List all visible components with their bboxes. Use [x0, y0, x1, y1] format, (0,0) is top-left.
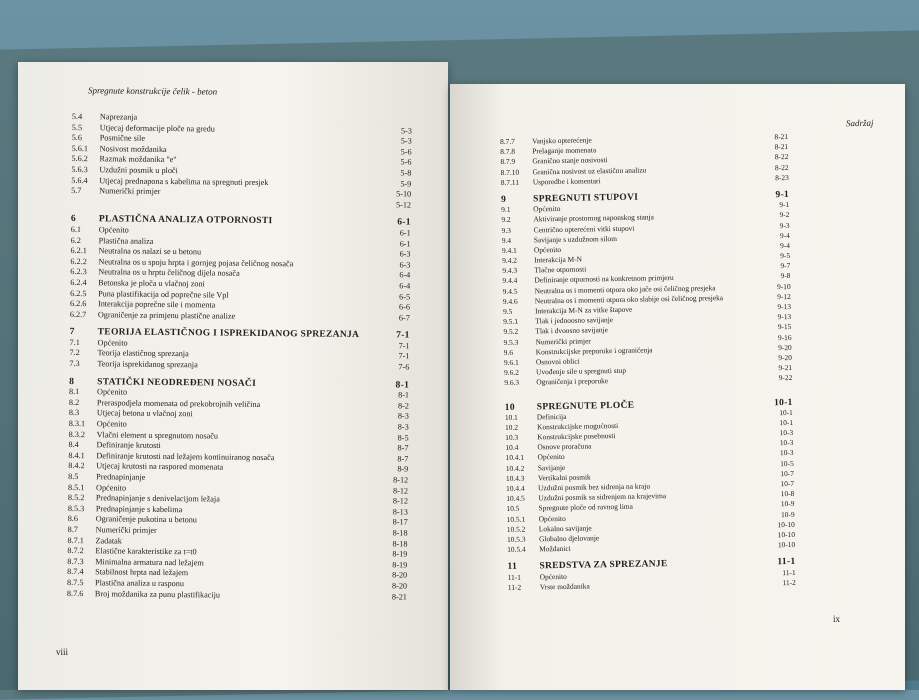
toc-number: 11-2 [507, 582, 522, 592]
toc-title: Uzdužni posmik u ploči [99, 165, 178, 176]
toc-title: Utjecaj betona u vlačnoj zoni [96, 408, 193, 419]
toc-title: Elastične karakteristike za t=t0 [95, 546, 197, 557]
toc-title: Granična nosivost uz elastičnu analizu [532, 165, 647, 176]
toc-title: Uvođenje sile u spregnuti stup [536, 365, 627, 377]
toc-title: SPREGNUTE PLOČE [536, 400, 635, 412]
toc-title: Ograničenje pukotina u betonu [95, 514, 197, 525]
toc-number: 8.1 [69, 387, 80, 397]
toc-page: 9-4 [779, 240, 791, 251]
toc-number: 8.7 [67, 524, 78, 535]
toc-number: 8.3.2 [68, 429, 86, 439]
toc-number: 7.2 [69, 348, 80, 358]
toc-page: 11-1 [777, 557, 796, 568]
toc-title: Neutralna os u hrptu čeličnog dijela nosača [98, 267, 240, 279]
toc-number: 9.1 [501, 204, 511, 215]
toc-number: 9.6.2 [504, 367, 519, 378]
toc-title: Teorija elastičnog sprezanja [97, 348, 189, 359]
toc-title: Definiranje krutosti [96, 440, 161, 451]
toc-title: Numerički primjer [95, 525, 157, 535]
toc-number: 8.4.2 [68, 461, 85, 471]
toc-page: 8-22 [774, 152, 789, 162]
toc-page: 8-17 [392, 517, 408, 527]
toc-title: Konstrukcijske preporuke i ograničenja [535, 345, 653, 357]
toc-title: Granično stanje nosivosti [532, 155, 608, 166]
toc-title: Savijanje s uzdužnom silom [533, 233, 618, 245]
toc-title: Vanjsko opterećenje [531, 135, 592, 146]
toc-page: 11-2 [782, 577, 796, 587]
toc-number: 7.1 [69, 337, 80, 347]
toc-page: 8-20 [391, 581, 408, 591]
toc-number: 10.4 [505, 442, 519, 453]
toc-title: Vlačni element u spregnutom nosaču [96, 429, 219, 441]
toc-number: 8.5 [68, 471, 79, 482]
toc-number: 5.4 [71, 112, 83, 122]
toc-page: 8-5 [397, 433, 409, 443]
toc-title: Uzdužni posmik sa sidrenjem na krajevima [538, 491, 667, 503]
toc-title: Općenito [97, 338, 128, 348]
toc-title: Plastična analiza u rasponu [95, 578, 185, 589]
toc-title: Tlak i jednoosno savijanje [535, 315, 614, 326]
toc-page [362, 115, 412, 116]
toc-page: 9-2 [779, 210, 790, 220]
toc-page: 8-23 [775, 172, 789, 182]
toc-number: 6.1 [70, 224, 82, 235]
toc-title: Općenito [538, 513, 566, 523]
toc-number: 9.4.2 [502, 255, 518, 266]
toc-page: 6-7 [398, 313, 410, 323]
toc-title: Tlačne otpornosti [534, 264, 587, 275]
toc-page: 9-12 [777, 291, 791, 301]
toc-title: Puna plastifikacija od poprečne sile Vpl [98, 288, 229, 300]
toc-title: Općenito [97, 387, 128, 397]
toc-page: 6-4 [399, 281, 411, 291]
toc-page: 8-12 [393, 475, 409, 485]
toc-title: Prednapinjanje s kabelima [95, 504, 183, 514]
toc-number: 6.2.5 [70, 288, 87, 298]
toc-page: 8-3 [397, 411, 409, 421]
toc-number: 8.6 [67, 514, 79, 524]
toc-title: Općenito [533, 244, 562, 255]
toc-title: Definiranje krutosti nad ležajem kontinuiranog nosača [96, 451, 275, 462]
toc-number: 9.4.3 [502, 265, 518, 276]
toc-title: Preraspodjela momenata od prekobrojnih veličina [96, 398, 261, 409]
toc-title: Utjecaj deformacije ploče na gredu [99, 122, 215, 134]
toc-page: 8-12 [392, 496, 408, 506]
toc-title: Razmak moždanika "e" [99, 154, 177, 165]
toc-number: 9.6 [503, 347, 514, 357]
toc-page: 8-19 [392, 560, 408, 570]
toc-page: 9-22 [778, 373, 793, 383]
toc-number: 8.7.11 [500, 177, 520, 187]
toc-title: Općenito [533, 204, 561, 214]
toc-page: 6-4 [399, 270, 411, 280]
toc-number: 6.2.4 [70, 277, 87, 288]
toc-number: 6 [70, 214, 76, 225]
toc-title: STATIČKI NEODREĐENI NOSAČI [97, 376, 257, 389]
toc-page: 8-21 [774, 142, 789, 152]
toc-title: Općenito [539, 571, 567, 581]
toc-number: 5.6.3 [71, 164, 88, 175]
toc-title: Prednapinjanje [96, 472, 146, 482]
toc-title: Prednapinjanje s denivelacijom ležaja [95, 493, 220, 504]
toc-page: 5-6 [400, 147, 412, 157]
toc-title: Tlak i dvoosno savijanje [535, 325, 608, 336]
toc-number: 9.2 [501, 215, 511, 225]
toc-page: 10-7 [780, 478, 795, 489]
toc-title: Numerički primjer [99, 186, 161, 197]
toc-page: 9-1 [775, 189, 790, 201]
toc-title: Neutralna os nalazi se u betonu [98, 246, 202, 257]
toc-title: Općenito [96, 419, 127, 429]
toc-number: 5.7 [71, 186, 82, 196]
toc-title: SREDSTVA ZA SPREZANJE [539, 559, 668, 572]
toc-number: 8.7.7 [500, 136, 515, 146]
toc-page: 8-21 [774, 131, 789, 142]
toc-number: 9.5.2 [503, 327, 519, 337]
toc-number: 6.2.1 [70, 246, 87, 256]
toc-title: Općenito [98, 225, 129, 235]
toc-title: Općenito [537, 452, 565, 462]
toc-number: 6.2.7 [69, 309, 87, 319]
toc-page: 10-1 [773, 397, 793, 408]
toc-number: 10.4.4 [506, 483, 525, 493]
left-table-of-contents [67, 112, 417, 603]
right-running-head: Sadržaj [845, 117, 874, 129]
toc-page: 8-7 [397, 443, 409, 453]
toc-number: 10.1 [504, 412, 518, 422]
toc-title: Posmične sile [99, 133, 146, 143]
toc-page: 6-6 [399, 302, 411, 312]
toc-number: 7 [69, 327, 75, 338]
toc-page: 10-3 [779, 438, 794, 448]
toc-title: PLASTIČNA ANALIZA OTPORNOSTI [98, 214, 273, 227]
toc-page: 10-10 [777, 540, 796, 550]
toc-page: 9-8 [780, 271, 791, 281]
toc-number: 11-1 [507, 572, 522, 582]
toc-page: 7-1 [396, 330, 410, 341]
toc-number: 8.7.2 [67, 546, 84, 556]
toc-page: 9-13 [777, 312, 792, 322]
toc-page: 10-9 [780, 499, 795, 509]
toc-number: 8.7.4 [67, 567, 84, 577]
toc-number: 5.6.2 [71, 154, 88, 164]
toc-title: Neutralna os i momenti otpora oko jače osi čeličnog presjeka [534, 282, 716, 296]
toc-page: 10-3 [779, 427, 794, 438]
toc-page: 9-3 [779, 220, 790, 230]
toc-number: 9.5 [502, 306, 513, 316]
toc-page: 6-1 [397, 217, 411, 228]
toc-title: Konstrukcijske posebnosti [537, 431, 616, 442]
toc-number: 10.5.1 [506, 514, 526, 524]
toc-page: 8-1 [395, 380, 410, 391]
toc-number: 8.4 [68, 440, 79, 450]
toc-number: 10.5.2 [506, 524, 526, 534]
toc-page: 5-3 [400, 136, 412, 146]
toc-title: Teorija isprekidanog sprezanja [97, 359, 198, 370]
toc-title: Neutralna os u spoju hrpta i gornjeg pojasa čeličnog nosača [98, 257, 294, 269]
toc-page: 7-1 [398, 341, 410, 351]
toc-title: Osnove proračuna [537, 441, 592, 452]
toc-title: Interakcija poprečne sile i momenta [97, 299, 216, 310]
toc-title: TEORIJA ELASTIČNOG I ISPREKIDANOG SPREZANJA [97, 327, 360, 341]
toc-title: Moždanici [539, 543, 571, 554]
toc-page: 6-5 [399, 291, 411, 302]
toc-page: 8-13 [392, 507, 408, 517]
toc-page: 7-1 [398, 351, 410, 362]
toc-number: 8 [69, 376, 75, 387]
toc-number: 8.3 [68, 408, 80, 418]
toc-number: 8.7.5 [67, 577, 84, 588]
toc-title: Centrično opterećeni vitki stupovi [533, 223, 635, 234]
toc-number: 8.4.1 [68, 450, 85, 460]
toc-number: 7.3 [69, 359, 80, 369]
toc-number: 9.5.1 [503, 316, 519, 327]
toc-page: 8-22 [774, 162, 789, 172]
toc-page: 9-21 [778, 363, 793, 373]
toc-page: 10-7 [780, 468, 794, 478]
toc-number: 9.5.3 [503, 337, 519, 347]
toc-title: Spregnute ploče od ravnog lima [538, 502, 633, 513]
toc-page: 10-1 [779, 407, 793, 417]
toc-number: 9.4.1 [501, 245, 517, 255]
toc-number: 6.2.6 [69, 299, 87, 309]
toc-number: 10.2 [504, 422, 519, 432]
toc-page: 8-7 [397, 454, 409, 464]
toc-title: Naprezanja [99, 112, 138, 122]
toc-number: 9 [501, 194, 507, 205]
toc-number: 9.6.1 [503, 357, 519, 367]
toc-title: Stabilnost hrpta nad ležajem [95, 567, 189, 578]
toc-title: Interakcija M-N [534, 254, 583, 265]
right-page-number: ix [833, 614, 841, 624]
toc-number: 8.7.1 [67, 535, 84, 545]
toc-page: 8-9 [397, 464, 409, 474]
toc-title: Minimalna armatura nad ležajem [95, 557, 204, 568]
toc-page: 8-18 [392, 528, 408, 538]
toc-page: 8-12 [392, 485, 409, 496]
toc-title: Definiranje otpornosti na konkretnom primjeru [534, 273, 674, 285]
toc-title: Globalno djelovanje [538, 533, 600, 544]
toc-title: Savijanje [537, 462, 566, 473]
toc-number: 10.3 [505, 432, 519, 443]
toc-title: Plastična analiza [98, 235, 154, 246]
toc-number: 10.5.4 [507, 544, 526, 555]
toc-number: 9.4.6 [502, 296, 518, 306]
toc-page: 9-10 [777, 281, 791, 291]
toc-number: 5.5 [71, 122, 83, 132]
toc-title: Ograničenja i preporuke [536, 376, 609, 387]
toc-title: Numerički primjer [535, 336, 591, 346]
toc-number: 8.7.3 [67, 556, 84, 566]
toc-title: Nosivost moždanika [99, 144, 167, 154]
toc-page: 5-12 [395, 200, 412, 210]
toc-title: Općenito [96, 482, 127, 493]
toc-page: 7-6 [398, 362, 410, 372]
toc-title: Usporedbe i komentari [532, 176, 601, 187]
toc-title: Interakcija M-N za vitke štapove [534, 304, 633, 316]
toc-title: Zadatak [95, 535, 122, 546]
toc-title: Betonska je ploča u vlačnoj zoni [98, 278, 205, 289]
toc-number: 5.6 [71, 133, 83, 143]
toc-number: 8.5.3 [67, 503, 85, 513]
toc-title: Prelaganje momenata [532, 145, 597, 156]
toc-page: 10-5 [780, 458, 794, 468]
toc-page: 8-19 [392, 549, 408, 559]
left-page-number: viii [56, 647, 69, 657]
toc-number: 6.2.2 [70, 256, 87, 266]
toc-page: 5-9 [400, 179, 412, 189]
toc-page: 6-1 [399, 228, 411, 238]
toc-number: 9.4.5 [502, 286, 518, 296]
toc-page: 9-15 [777, 322, 792, 332]
toc-page: 9-16 [777, 332, 792, 342]
toc-page: 6-3 [399, 249, 411, 259]
right-table-of-contents [500, 132, 808, 593]
toc-title: Ograničenje za primjenu plastične analize [97, 309, 236, 321]
toc-page: 9-1 [779, 200, 790, 210]
toc-number: 8.7.8 [500, 146, 516, 157]
toc-number: 8.5.1 [68, 482, 85, 492]
toc-page: 5-6 [400, 157, 412, 167]
toc-number: 5.6.1 [71, 143, 89, 153]
toc-page: 10-10 [777, 529, 796, 540]
toc-title: Definicija [536, 411, 567, 422]
toc-title: Aktiviranje prostornog naponskog stanja [533, 212, 655, 224]
toc-page: 6-1 [399, 238, 411, 249]
toc-number: 8.5.2 [67, 493, 85, 503]
toc-title: Vrste moždanika [539, 581, 590, 592]
toc-number: 10.5 [506, 504, 520, 514]
toc-page: 11-1 [782, 567, 796, 577]
toc-title: SPREGNUTI STUPOVI [533, 192, 639, 205]
toc-number: 8.7.6 [66, 588, 84, 598]
toc-page: 9-20 [778, 352, 792, 363]
toc-number: 9.4 [501, 235, 512, 245]
toc-title: Uzdužni posmik bez sidrenja na kraju [538, 481, 651, 493]
toc-title: Osnovni oblici [535, 356, 580, 367]
toc-number: 9.4.4 [502, 276, 518, 286]
toc-page: 9-13 [777, 301, 792, 312]
toc-page: 8-1 [398, 390, 410, 400]
toc-page: 8-21 [391, 591, 407, 602]
toc-page: 8-3 [397, 422, 409, 432]
toc-number: 9.3 [501, 225, 511, 235]
toc-page: 10-3 [779, 448, 794, 458]
toc-page: 9-20 [778, 342, 792, 352]
toc-number: 6.2 [70, 235, 81, 245]
toc-page: 9-7 [780, 261, 791, 271]
toc-number: 8.2 [68, 397, 80, 407]
toc-page: 10-1 [779, 417, 794, 428]
toc-title: Neutralna os i momenti otpora oko slabije osi čeličnog presjeka [534, 292, 724, 306]
toc-number: 10.4.2 [505, 463, 525, 473]
toc-page: 8-20 [392, 570, 408, 580]
toc-number: 8.7.10 [500, 167, 520, 177]
toc-number: 5.6.4 [71, 175, 88, 185]
toc-page: 8-2 [397, 401, 409, 411]
toc-number: 10.4.3 [505, 473, 525, 483]
left-running-head: Spregnute konstrukcije čelik - beton [87, 85, 218, 97]
toc-page: 9-5 [780, 251, 791, 261]
toc-page: 9-4 [779, 230, 790, 240]
toc-number: 8.3.1 [68, 419, 86, 429]
toc-page: 5-3 [400, 126, 412, 136]
toc-number: 8.7.9 [500, 157, 516, 167]
toc-number: 11 [507, 562, 518, 573]
toc-page: 10-10 [777, 519, 795, 529]
toc-page: 5-8 [400, 168, 412, 178]
toc-title: Lokalno savijanje [538, 523, 592, 534]
toc-title: Konstrukcijske mogućnosti [536, 420, 619, 432]
toc-number: 6.2.3 [70, 267, 87, 277]
toc-page: 6-3 [399, 260, 411, 270]
toc-page: 10-8 [780, 489, 795, 499]
toc-title: Utjecaj krutosti na raspored momenata [96, 461, 224, 473]
toc-title: Utjecaj prednapona s kabelima na spregnuti presjek [99, 175, 269, 187]
toc-title: Vertikalni posmik [537, 472, 591, 483]
toc-number: 9.6.3 [504, 378, 520, 388]
toc-page: 8-18 [392, 538, 408, 549]
toc-number: 10 [504, 402, 515, 413]
toc-number: 10.4.5 [506, 493, 525, 504]
toc-page: 10-9 [780, 509, 795, 519]
toc-page: 5-10 [396, 189, 412, 199]
toc-number: 10.5.3 [506, 534, 526, 544]
toc-number: 10.4.1 [505, 453, 525, 463]
toc-title: Broj moždanika za punu plastifikaciju [94, 588, 221, 600]
